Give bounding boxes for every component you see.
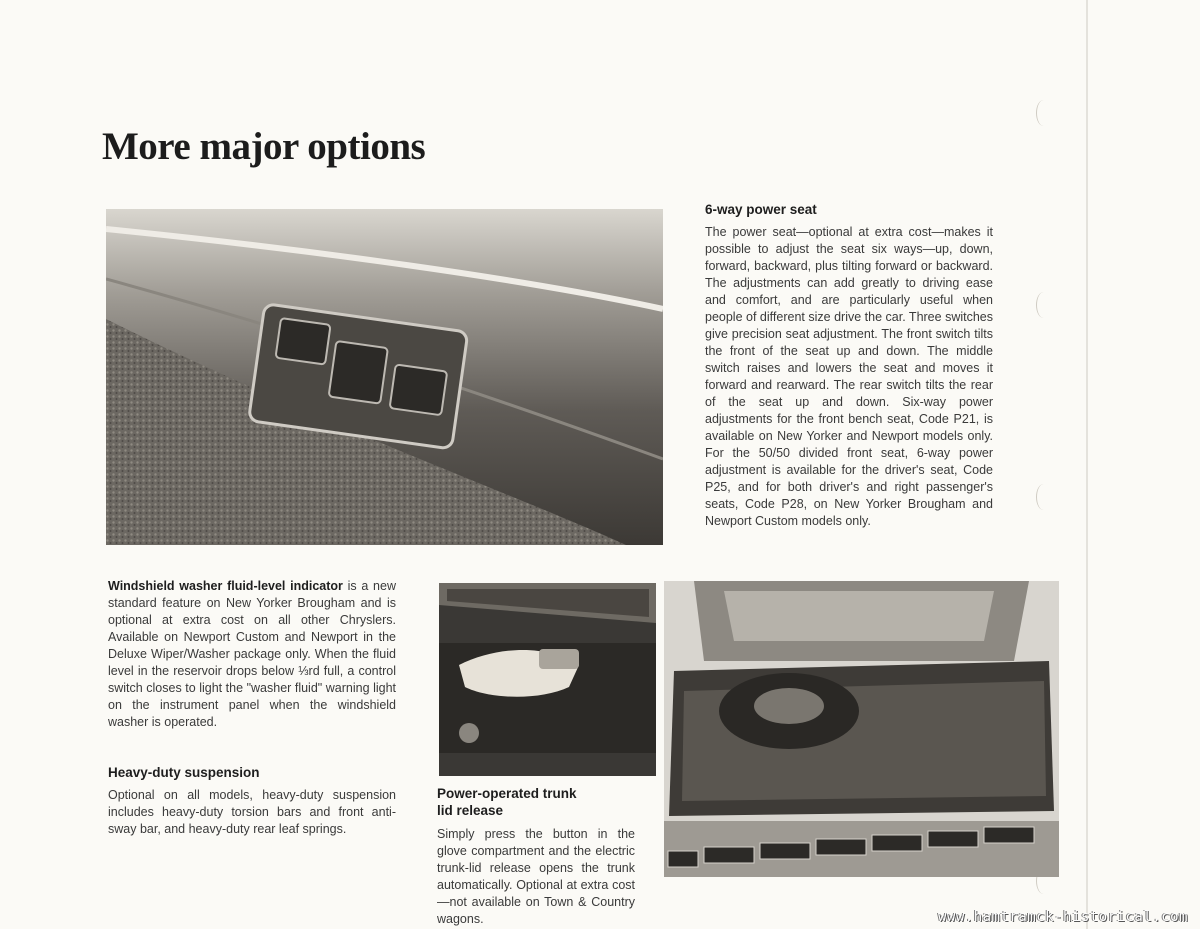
washer-indicator-body: is a new standard feature on New Yorker Brougham and is optional at extra cost on all other Chryslers. Available on Newport Custom and Newport in the Deluxe Wiper/Washer package only. When the fluid level in the reservoir drops below ⅓rd full, a control switch closes to light the "washer fluid" warning light on the instrument panel when the windshield washer is operated. — [108, 579, 396, 729]
power-seat-body: The power seat—optional at extra cost—makes it possible to adjust the seat six ways—up, down, forward, backward, plus tilting forward or backward. The adjustments can add greatly to driving ease and comfort, and are particularly useful when people of different size drive the car. Three switches give precision seat adjustment. The front switch tilts the front of the seat up and down. The middle switch raises and lowers the seat and moves it forward and rearward. The rear switch tilts the rear of the seat up and down. Six-way power adjustments for the front bench seat, Code P21, is available on New Yorker and Newport models only. For the 50/50 divided front seat, 6-way power adjustment is available for the driver's seat, Code P25, and for both driver's and right passenger's seats, Code P28, on New Yorker Brougham and Newport Custom models only. — [705, 225, 993, 528]
power-seat-section — [705, 201, 993, 530]
suspension-heading: Heavy-duty suspension — [108, 765, 260, 780]
suspension-body: Optional on all models, heavy-duty suspension includes heavy-duty torsion bars and front anti-sway bar, and heavy-duty rear leaf springs. — [108, 788, 396, 836]
watermark: www.hamtramck-historical.com — [937, 909, 1188, 925]
trunk-release-section — [437, 785, 635, 928]
washer-indicator-lead: Windshield washer fluid-level indicator — [108, 579, 343, 593]
power-seat-switch-photo — [106, 209, 663, 545]
binder-hole — [1036, 292, 1051, 318]
power-seat-heading: 6-way power seat — [705, 202, 817, 217]
trunk-release-heading-line1: Power-operated trunk — [437, 786, 577, 801]
open-trunk-photo — [664, 581, 1059, 877]
trunk-release-button-photo — [439, 583, 656, 776]
trunk-release-heading — [437, 785, 635, 819]
suspension-section — [108, 764, 396, 838]
binder-hole — [1036, 100, 1051, 126]
washer-indicator-section — [108, 578, 396, 731]
binder-hole — [1036, 484, 1051, 510]
trunk-release-body: Simply press the button in the glove compartment and the electric trunk-lid release opens the trunk automatically. Optional at extra cost—not available on Town & Country wagons. — [437, 827, 635, 926]
trunk-release-heading-line2: lid release — [437, 803, 504, 818]
page-edge — [1086, 0, 1088, 929]
page-title: More major options — [102, 125, 426, 168]
washer-indicator-paragraph — [108, 578, 396, 731]
